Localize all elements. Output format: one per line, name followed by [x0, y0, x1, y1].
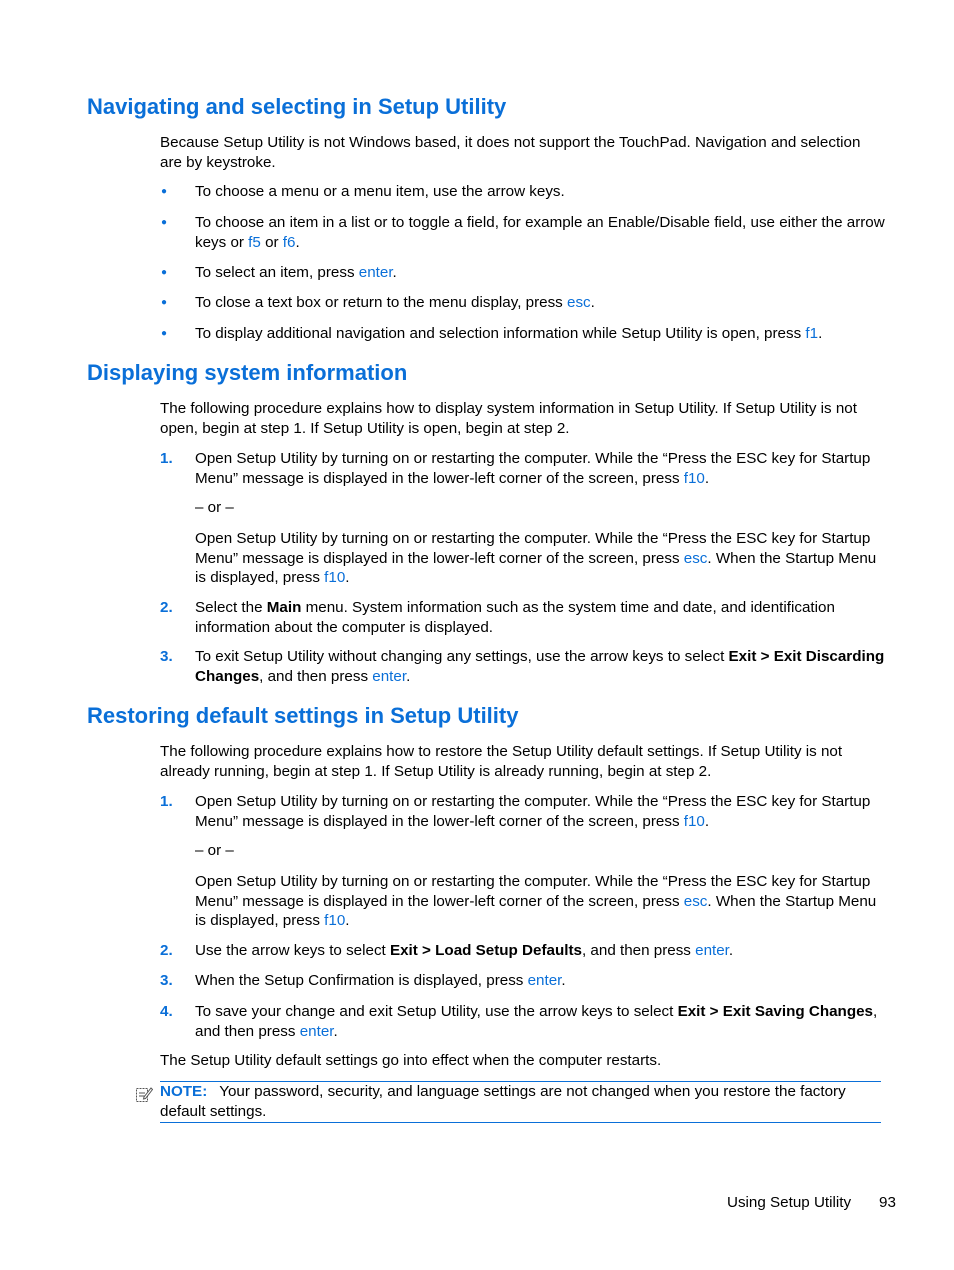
footer-title: Using Setup Utility	[727, 1194, 852, 1211]
key-f10: f10	[324, 569, 346, 586]
section-heading-restoring: Restoring default settings in Setup Utility	[87, 703, 519, 728]
list-item: ● To close a text box or return to the menu display, press esc.	[161, 294, 595, 311]
bullet-icon: ●	[161, 186, 168, 197]
bullet-icon: ●	[161, 328, 168, 339]
step-number: 2.	[160, 599, 173, 616]
section-heading-navigating: Navigating and selecting in Setup Utility	[87, 94, 507, 119]
note-icon	[135, 1085, 153, 1103]
key-f5: f5	[248, 233, 261, 251]
step-number: 1.	[160, 793, 173, 810]
key-f1: f1	[805, 325, 819, 342]
key-esc: esc	[567, 294, 591, 311]
section-intro	[160, 742, 886, 781]
step-number: 3.	[160, 648, 173, 665]
list-item: ● To select an item, press enter.	[161, 264, 397, 281]
note-text: Your password, security, and language settings are not changed when you restore the factory default settings.	[160, 1083, 846, 1120]
step-number: 3.	[160, 972, 173, 989]
key-enter: enter	[695, 942, 729, 959]
list-item: ● To display additional navigation and selection information while Setup Utility is open, press f1.	[161, 325, 823, 342]
intro-paragraph: Because Setup Utility is not Windows based, it does not support the TouchPad. Navigation and selection are by keystroke.	[160, 134, 861, 171]
bullet-icon: ●	[161, 217, 168, 228]
key-f10: f10	[683, 812, 705, 830]
bullet-icon: ●	[161, 297, 168, 308]
step-alternative: Open Setup Utility by turning on or restarting the computer. While the “Press the ESC key for Startup Menu” message is displayed in the lower-left corner of the screen, press esc. When the Startup Menu is displayed, press f10.	[195, 530, 877, 586]
section-outro: The Setup Utility default settings go into effect when the computer restarts.	[160, 1052, 662, 1069]
step-alternative: Open Setup Utility by turning on or restarting the computer. While the “Press the ESC key for Startup Menu” message is displayed in the lower-left corner of the screen, press esc. When the Startup Menu is displayed, press f10.	[195, 873, 877, 929]
step-item: 4. To save your change and exit Setup Utility, use the arrow keys to select Exit > Exit Saving Changes, and then press enter.	[160, 1003, 878, 1040]
intro-paragraph: The following procedure explains how to restore the Setup Utility default settings. If Setup Utility is not already running, begin at step 1. If Setup Utility is already running, begin at step 2.	[160, 743, 843, 780]
step-item: 2. Select the Main menu. System information such as the system time and date, and identification information about the computer is displayed.	[160, 599, 835, 636]
section-heading-displaying: Displaying system information	[87, 360, 408, 385]
key-f10: f10	[683, 469, 705, 487]
list-item: ● To choose a menu or a menu item, use the arrow keys.	[161, 183, 565, 200]
page-number: 93	[879, 1194, 896, 1211]
key-enter: enter	[299, 1022, 334, 1040]
or-separator: – or –	[195, 842, 234, 859]
note-box	[160, 1081, 881, 1123]
key-esc: esc	[683, 549, 708, 567]
list-item: ● To choose an item in a list or to toggle a field, for example an Enable/Disable field, use either the arrow keys or f5 or f6.	[161, 214, 885, 251]
step-item: 1. Open Setup Utility by turning on or restarting the computer. While the “Press the ESC key for Startup Menu” message is displayed in the lower-left corner of the screen, press f10.	[160, 450, 871, 487]
key-f6: f6	[282, 233, 296, 251]
note-label: NOTE:	[160, 1083, 208, 1100]
step-number: 1.	[160, 450, 173, 467]
key-enter: enter	[527, 972, 562, 989]
or-separator: – or –	[195, 499, 234, 516]
step-number: 4.	[160, 1003, 173, 1020]
key-enter: enter	[372, 667, 407, 685]
step-item: 3. To exit Setup Utility without changing any settings, use the arrow keys to select Exit > Exit Discarding Changes, and then press enter.	[160, 648, 885, 685]
key-f10: f10	[324, 912, 346, 929]
key-enter: enter	[358, 264, 393, 281]
key-esc: esc	[683, 892, 708, 910]
step-number: 2.	[160, 942, 173, 959]
step-item: 3. When the Setup Confirmation is displayed, press enter.	[160, 972, 566, 989]
bullet-icon: ●	[161, 267, 168, 278]
section-intro	[160, 133, 886, 172]
section-intro	[160, 399, 886, 438]
step-item: 1. Open Setup Utility by turning on or restarting the computer. While the “Press the ESC key for Startup Menu” message is displayed in the lower-left corner of the screen, press f10.	[160, 793, 871, 830]
intro-paragraph: The following procedure explains how to display system information in Setup Utility. If Setup Utility is not open, begin at step 1. If Setup Utility is open, begin at step 2.	[160, 400, 857, 437]
step-item: 2. Use the arrow keys to select Exit > Load Setup Defaults, and then press enter.	[160, 942, 734, 959]
